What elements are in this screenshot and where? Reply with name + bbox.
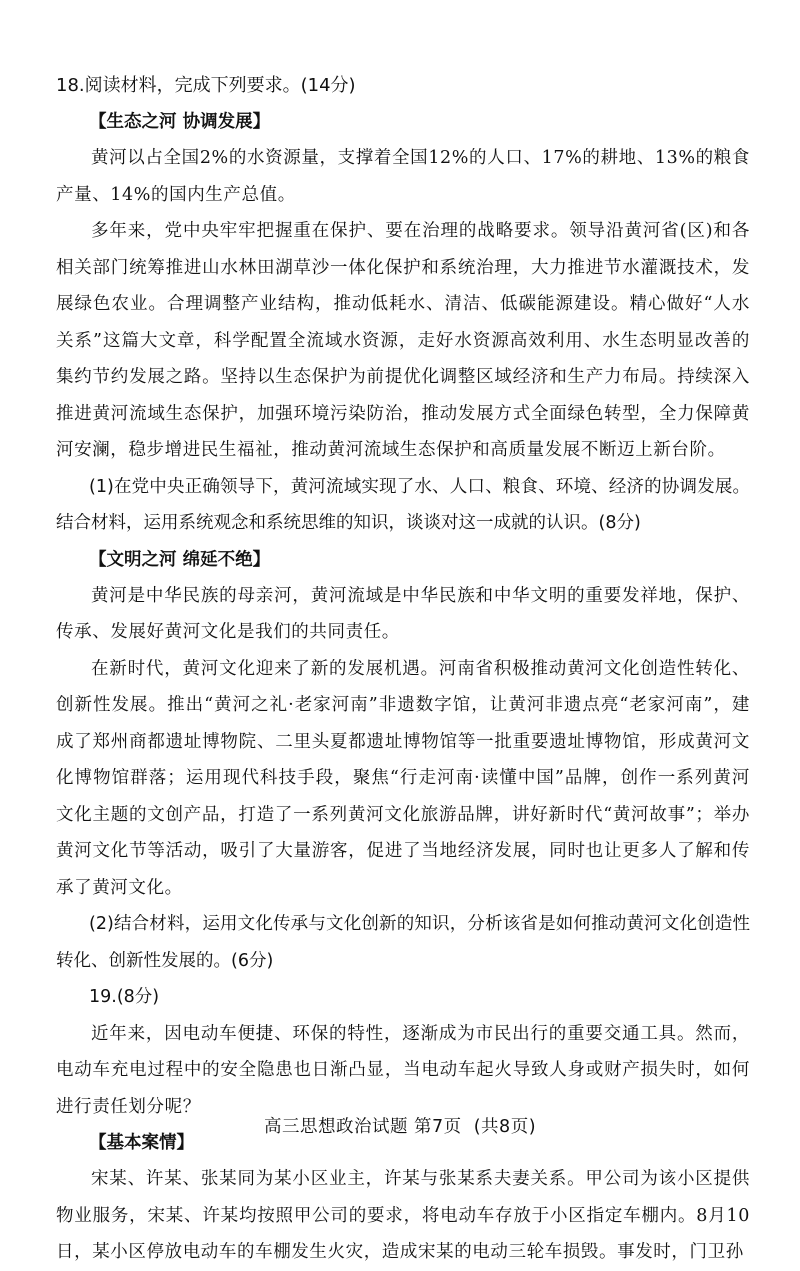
question-18-1: (1)在党中央正确领导下，黄河流域实现了水、人口、粮食、环境、经济的协调发展。结合材料，运用系统观念和系统思维的知识，谈谈对这一成就的认识。(8分) [56,476,750,533]
material-paragraph: 在新时代，黄河文化迎来了新的发展机遇。河南省积极推动黄河文化创造性转化、创新性发展。推出“黄河之礼·老家河南”非遗数字馆，让黄河非遗点亮“老家河南”，建成了郑州商都遗址博物院、二里头夏都遗址博物馆等一批重要遗址博物馆，形成黄河文化博物馆群落；运用现代科技手段，聚焦“行走河南·读懂中国”品牌，创作一系列黄河文化主题的文创产品，打造了一系列黄河文化旅游品牌，讲好新时代“黄河故事”；举办黄河文化节等活动，吸引了大量游客，促进了当地经济发展，同时也让更多人了解和传承了黄河文化。 [56,658,750,898]
question-18-heading: 18.阅读材料，完成下列要求。(14分) [56,75,356,96]
page-footer [0,1113,800,1138]
material-paragraph: 多年来，党中央牢牢把握重在保护、要在治理的战略要求。领导沿黄河省(区)和各相关部门统筹推进山水林田湖草沙一体化保护和系统治理，大力推进节水灌溉技术，发展绿色农业。合理调整产业结构，推动低耗水、清洁、低碳能源建设。精心做好“人水关系”这篇大文章，科学配置全流域水资源，走好水资源高效利用、水生态明显改善的集约节约发展之路。坚持以生态保护为前提优化调整区域经济和生产力布局。持续深入推进黄河流域生态保护，加强环境污染防治，推动发展方式全面绿色转型，全力保障黄河安澜，稳步增进民生福祉，推动黄河流域生态保护和高质量发展不断迈上新台阶。 [56,221,750,460]
material-paragraph: 近年来，因电动车便捷、环保的特性，逐渐成为市民出行的重要交通工具。然而，电动车充电过程中的安全隐患也日渐凸显，当电动车起火导致人身或财产损失时，如何进行责任划分呢？ [56,1023,750,1117]
material-paragraph: 黄河是中华民族的母亲河，黄河流域是中华民族和中华文明的重要发祥地，保护、传承、发展好黄河文化是我们的共同责任。 [56,585,750,642]
section-ecology-title: 【生态之河 协调发展】 [89,112,271,132]
section-civilization-title: 【文明之河 绵延不绝】 [89,549,271,570]
question-19-heading: 19.(8分) [89,987,160,1007]
material-paragraph: 黄河以占全国2%的水资源量，支撑着全国12%的人口、17%的耕地、13%的粮食产量、14%的国内生产总值。 [56,148,750,205]
material-paragraph: 宋某、许某、张某同为某小区业主，许某与张某系夫妻关系。甲公司为该小区提供物业服务，宋某、许某均按照甲公司的要求，将电动车存放于小区指定车棚内。8月10日，某小区停放电动车的车棚发生火灾，造成宋某的电动三轮车损毁。事发时，门卫孙 [56,1169,750,1262]
section-case-title: 【基本案情】 [89,1133,194,1153]
footer-title: 高三思想政治试题 第7页 [263,1117,462,1137]
footer-total-pages: (共8页) [473,1117,537,1137]
question-18-2: (2)结合材料，运用文化传承与文化创新的知识，分析该省是如何推动黄河文化创造性转化、创新性发展的。(6分) [56,914,750,971]
